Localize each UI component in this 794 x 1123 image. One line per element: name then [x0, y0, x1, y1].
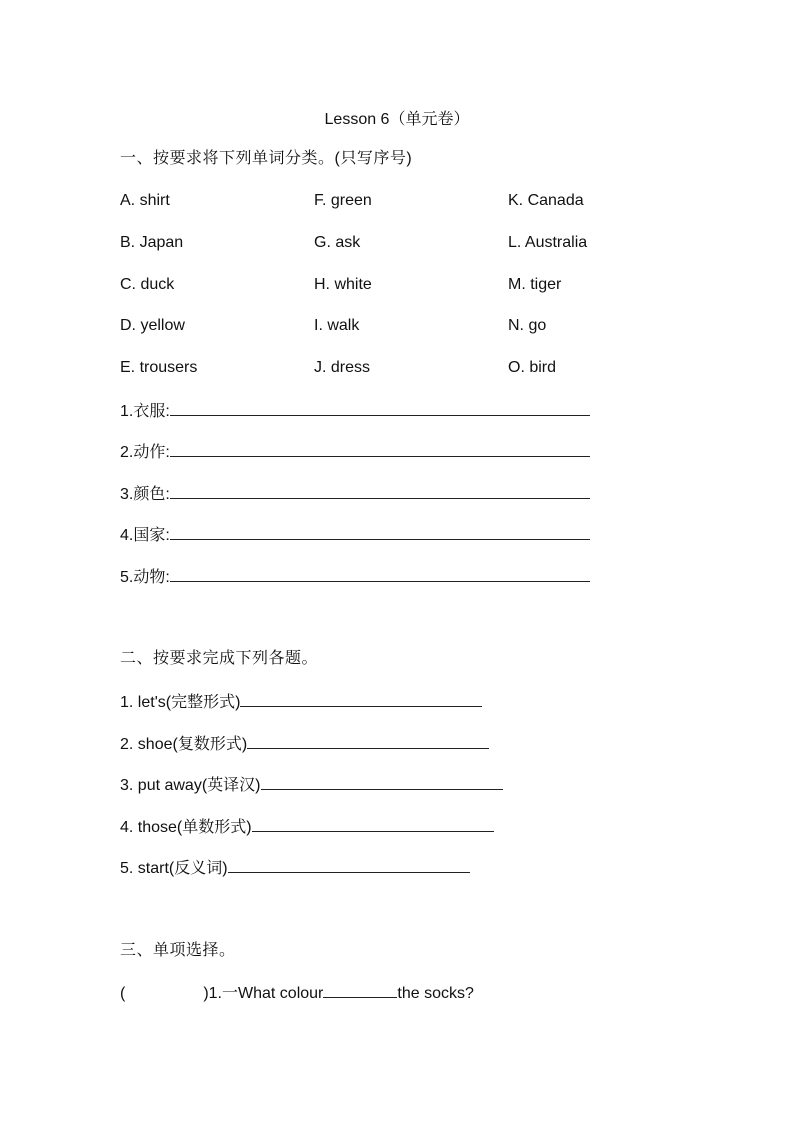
- section3-heading: 三、单项选择。: [120, 942, 236, 959]
- answer-blank[interactable]: [170, 565, 590, 582]
- exercise-row: [120, 773, 503, 797]
- word-item: O. bird: [508, 359, 557, 376]
- word-item: J. dress: [314, 359, 371, 376]
- answer-blank[interactable]: [323, 981, 397, 998]
- word-item: I. walk: [314, 317, 360, 334]
- answer-blank[interactable]: [261, 773, 503, 790]
- section2-heading: 二、按要求完成下列各题。: [120, 650, 319, 667]
- word-item: M. tiger: [508, 276, 562, 293]
- word-item: E. trousers: [120, 359, 198, 376]
- exercise-prompt: 2. shoe(复数形式): [120, 736, 248, 753]
- question-row: [120, 981, 474, 1005]
- category-label: 5.动物:: [120, 569, 170, 586]
- word-item: D. yellow: [120, 317, 185, 334]
- open-paren: (: [120, 985, 126, 1002]
- exercise-row: [120, 732, 489, 756]
- exercise-prompt: 3. put away(英译汉): [120, 777, 261, 794]
- exercise-row: [120, 815, 494, 839]
- category-label: 2.动作:: [120, 444, 170, 461]
- exercise-row: [120, 856, 470, 880]
- word-item: K. Canada: [508, 192, 584, 209]
- answer-blank[interactable]: [240, 690, 482, 707]
- page-title: Lesson 6（单元卷）: [324, 111, 470, 128]
- word-item: A. shirt: [120, 192, 170, 209]
- answer-blank[interactable]: [247, 732, 489, 749]
- category-row: [120, 399, 590, 423]
- category-row: [120, 482, 590, 506]
- answer-blank[interactable]: [170, 523, 590, 540]
- category-row: [120, 565, 590, 589]
- category-row: [120, 440, 590, 464]
- answer-blank[interactable]: [252, 815, 494, 832]
- category-label: 4.国家:: [120, 527, 170, 544]
- question-text: )1.一What colour: [203, 985, 324, 1002]
- exercise-prompt: 1. let's(完整形式): [120, 694, 241, 711]
- word-item: C. duck: [120, 276, 175, 293]
- word-item: N. go: [508, 317, 547, 334]
- answer-blank[interactable]: [228, 856, 470, 873]
- category-label: 3.颜色:: [120, 486, 170, 503]
- word-item: G. ask: [314, 234, 361, 251]
- question-tail: the socks?: [397, 985, 474, 1002]
- answer-blank[interactable]: [170, 482, 590, 499]
- exercise-prompt: 4. those(单数形式): [120, 819, 252, 836]
- category-row: [120, 523, 590, 547]
- exercise-row: [120, 690, 482, 714]
- word-item: H. white: [314, 276, 372, 293]
- word-item: L. Australia: [508, 234, 588, 251]
- category-label: 1.衣服:: [120, 403, 170, 420]
- answer-blank[interactable]: [170, 399, 590, 416]
- word-item: F. green: [314, 192, 372, 209]
- word-item: B. Japan: [120, 234, 184, 251]
- section1-heading: 一、按要求将下列单词分类。(只写序号): [120, 150, 413, 167]
- exercise-prompt: 5. start(反义词): [120, 860, 228, 877]
- answer-blank[interactable]: [170, 440, 590, 457]
